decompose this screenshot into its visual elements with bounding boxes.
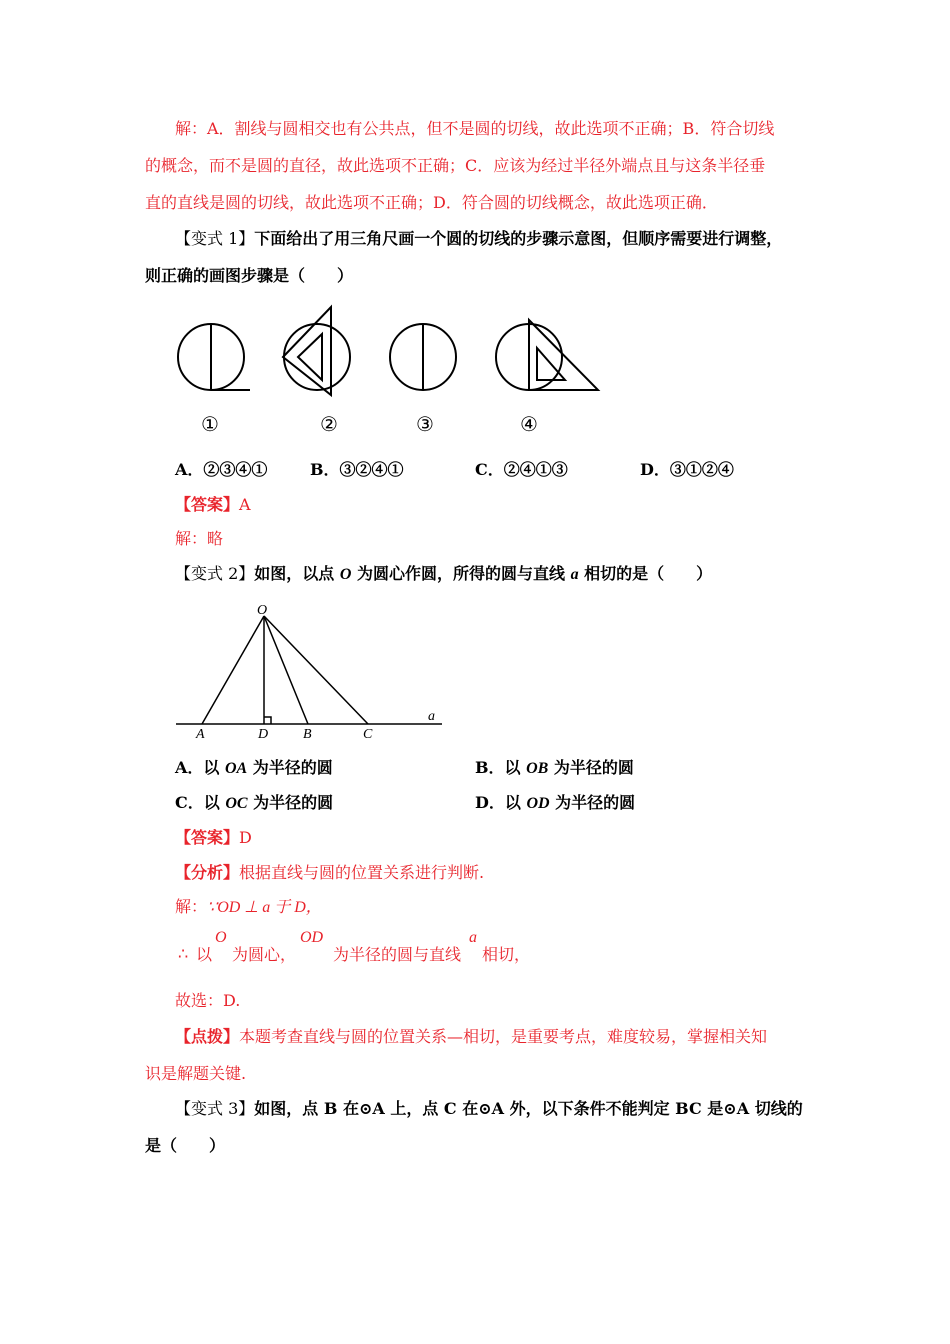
solution2-line-a: a xyxy=(469,929,477,946)
figure-label-2: ② xyxy=(320,412,338,436)
segment-ob xyxy=(264,616,308,724)
variant1-answer xyxy=(175,495,251,515)
variant2-answer xyxy=(175,828,252,848)
solution-line-1: 解：A．割线与圆相交也有公共点，但不是圆的切线，故此选项不正确；B．符合切线 xyxy=(175,119,775,138)
variant2-tip-line-1 xyxy=(175,1027,767,1047)
variant1-question-line-2: 则正确的画图步骤是（ ） xyxy=(145,266,354,285)
option-c-segment: OC xyxy=(225,795,248,812)
variant2-q-post: 相切的是（ ） xyxy=(578,564,713,583)
step-4-drawing xyxy=(496,320,598,390)
variant3-tag: 【变式 3】 xyxy=(175,1099,255,1118)
solution2-point-o: O xyxy=(215,929,227,946)
tip-tag: 【点拨】 xyxy=(175,1027,240,1046)
geometry-figure xyxy=(170,598,460,743)
option-c-post: 为半径的圆 xyxy=(247,793,334,812)
option-d-pre: D．以 xyxy=(475,793,527,812)
therefore-symbol: ∴ xyxy=(178,944,189,963)
option-b-segment: OB xyxy=(526,760,549,777)
solution2-text-b: 为圆心， xyxy=(232,945,297,964)
variant1-question-line-1 xyxy=(175,229,782,249)
step-2-drawing xyxy=(283,307,350,395)
label-b: B xyxy=(303,727,312,742)
variant2-tag: 【变式 2】 xyxy=(175,564,255,583)
solution-line-2: 的概念，而不是圆的直径，故此选项不正确；C．应该为经过半径外端点且与这条半径垂 xyxy=(145,156,766,175)
step-1-drawing xyxy=(178,324,250,390)
solution2-segment-od: OD xyxy=(300,929,324,946)
answer-value: A xyxy=(239,495,251,514)
variant1-tag: 【变式 1】 xyxy=(175,229,255,248)
figure-label-3: ③ xyxy=(416,412,434,436)
variant1-question-text: 下面给出了用三角尺画一个圆的切线的步骤示意图，但顺序需要进行调整， xyxy=(254,229,783,248)
answer-tag: 【答案】 xyxy=(175,495,240,514)
option-a-post: 为半径的圆 xyxy=(247,758,333,777)
label-o: O xyxy=(257,603,268,618)
variant2-option-d[interactable] xyxy=(475,793,635,814)
variant1-option-a[interactable]: A．②③④① xyxy=(175,460,268,479)
solution2-text-c: 为半径的圆与直线 xyxy=(333,945,462,964)
solution2-text-d: 相切， xyxy=(482,945,531,964)
segment-oc xyxy=(264,616,368,724)
segment-oa xyxy=(202,616,264,724)
tangent-steps-figure xyxy=(170,300,610,400)
solution-line-3: 直的直线是圆的切线，故此选项不正确；D．符合圆的切线概念，故此选项正确． xyxy=(145,193,718,212)
label-line-a: a xyxy=(428,709,435,724)
analysis-text: 根据直线与圆的位置关系进行判断. xyxy=(239,863,485,882)
variant2-option-a[interactable] xyxy=(175,758,333,779)
tip-text: 本题考查直线与圆的位置关系—相切，是重要考点，难度较易，掌握相关知 xyxy=(239,1027,768,1046)
figure-label-4: ④ xyxy=(520,412,538,436)
option-d-post: 为半径的圆 xyxy=(549,793,636,812)
option-d-segment: OD xyxy=(526,795,550,812)
solution2-text-a: 以 xyxy=(196,945,213,964)
option-a-segment: OA xyxy=(225,760,248,777)
option-b-post: 为半径的圆 xyxy=(548,758,634,777)
variant2-option-b[interactable] xyxy=(475,758,634,779)
variant1-option-d[interactable]: D．③①②④ xyxy=(640,460,734,479)
variant2-q-point-o: O xyxy=(339,566,352,583)
option-a-pre: A．以 xyxy=(175,758,225,777)
variant2-choice: 故选：D. xyxy=(175,991,241,1010)
variant2-analysis xyxy=(175,863,484,883)
variant1-solution: 解：略 xyxy=(175,529,224,548)
variant3-question-line-1 xyxy=(175,1099,803,1119)
step-3-drawing xyxy=(390,324,456,390)
option-b-pre: B．以 xyxy=(475,758,527,777)
variant1-option-b[interactable]: B．③②④① xyxy=(310,460,404,479)
variant2-q-pre: 如图，以点 xyxy=(254,564,340,583)
solution-prefix: 解： xyxy=(175,897,208,916)
variant2-q-line-a: a xyxy=(570,566,579,583)
variant1-option-c[interactable]: C．②④①③ xyxy=(475,460,568,479)
analysis-tag: 【分析】 xyxy=(175,863,240,882)
answer-value: D xyxy=(239,828,252,847)
variant2-tip-line-2: 识是解题关键. xyxy=(145,1064,247,1083)
label-d: D xyxy=(258,727,269,742)
solution-math: ∵OD ⊥ a 于 D， xyxy=(207,899,322,916)
figure-label-1: ① xyxy=(201,412,219,436)
label-c: C xyxy=(363,727,373,742)
variant2-option-c[interactable] xyxy=(175,793,333,814)
right-angle-mark xyxy=(264,717,271,724)
label-a-point: A xyxy=(196,727,205,742)
variant3-question-text: 如图，点 B 在⊙A 上，点 C 在⊙A 外，以下条件不能判定 BC 是⊙A 切线的 xyxy=(254,1099,803,1118)
answer-tag: 【答案】 xyxy=(175,828,240,847)
figure-lines xyxy=(176,616,442,724)
option-c-pre: C．以 xyxy=(175,793,226,812)
variant2-q-mid: 为圆心作圆，所得的圆与直线 xyxy=(351,564,571,583)
variant3-question-line-2: 是（ ） xyxy=(145,1136,226,1155)
variant2-question xyxy=(175,564,712,585)
variant2-solution-line-1 xyxy=(175,897,322,918)
